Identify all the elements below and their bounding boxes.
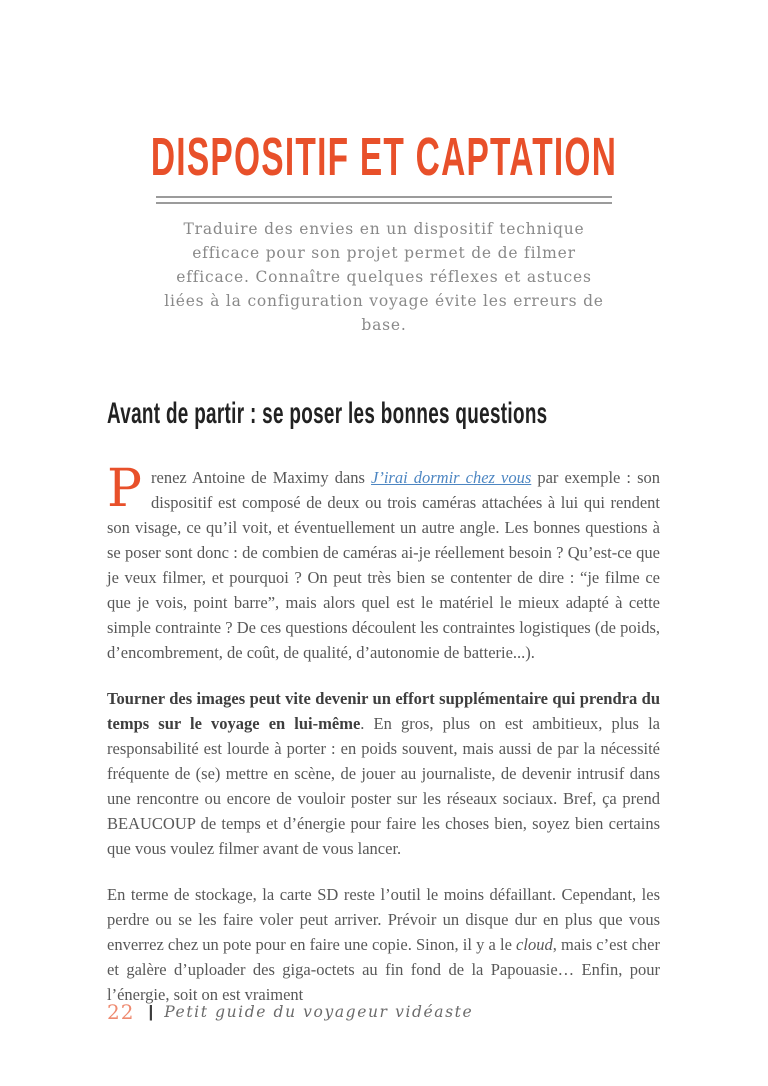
- chapter-subtitle: Traduire des envies en un dispositif technique efficace pour son projet permet de de filmer efficace. Connaître quelques réflexes et astuces liées à la configuration voyage évite les erreurs de base.: [164, 219, 604, 334]
- chapter-title-text: DISPOSITIF ET CAPTATION: [150, 127, 618, 187]
- paragraph-1-text-before-link: renez Antoine de Maximy dans: [151, 467, 372, 487]
- paragraph-1: [107, 458, 660, 665]
- section-heading: [107, 396, 768, 430]
- chapter-header: [0, 129, 768, 337]
- book-title: Petit guide du voyageur vidéaste: [164, 1003, 474, 1021]
- paragraph-1-text-after-link: par exemple : son dispositif est composé de deux ou trois caméras attachées à lui qui rendent son visage, ce qu’il voit, et éventuellement un autre angle. Les bonnes questions à se poser sont donc : de combien de caméras ai-je réellement besoin ? Qu’est-ce que je veux filmer, et pourquoi ? On peut très bien se contenter de dire : “je filme ce que je vois, point barre”, mais alors quel est le matériel le mieux adapté à cette simple contrainte ? De ces questions découlent les contraintes logistiques (de poids, d’encombrement, de coût, de qualité, d’autonomie de batterie...).: [107, 467, 660, 662]
- link-jirai-dormir-chez-vous[interactable]: J’irai dormir chez vous: [371, 467, 532, 487]
- chapter-title: [0, 129, 768, 186]
- paragraph-3: [107, 882, 660, 1007]
- footer-separator: |: [148, 1002, 154, 1021]
- body-content: [107, 458, 661, 1007]
- title-divider: [156, 196, 612, 204]
- paragraph-3-text-before-italic: En terme de stockage, la carte SD reste l’outil le moins défaillant. Cependant, les perdre ou se les faire voler peut arriver. Prévoir un disque dur en plus que vous enverrez chez un pote pour en faire une copie. Sinon, il y a le: [107, 884, 660, 954]
- dropcap-letter: P: [107, 458, 142, 519]
- paragraph-2-bold-text: Tourner des images peut vite devenir un effort supplémentaire qui prendra du temps sur le voyage en lui-même: [107, 688, 660, 733]
- paragraph-2: [107, 686, 660, 861]
- page-footer: [107, 1000, 473, 1024]
- paragraph-3-text-after-italic: , mais c’est cher et galère d’uploader des giga-octets au fin fond de la Papouasie… Enfin, pour l’énergie, soit on est vraiment: [107, 934, 661, 1004]
- paragraph-3-italic-word: cloud: [516, 934, 553, 954]
- section-heading-text: Avant de partir : se poser les bonnes questions: [107, 396, 548, 430]
- page-number: 22: [107, 1000, 135, 1024]
- paragraph-2-text: . En gros, plus on est ambitieux, plus la responsabilité est lourde à porter : en poids souvent, mais aussi de par la nécessité fréquente de (se) mettre en scène, de jouer au journaliste, de devenir intrusif dans une rencontre ou encore de vouloir poster sur les réseaux sociaux. Bref, ça prend BEAUCOUP de temps et d’énergie pour faire les choses bien, soyez bien certains que vous voulez filmer avant de vous lancer.: [107, 713, 660, 858]
